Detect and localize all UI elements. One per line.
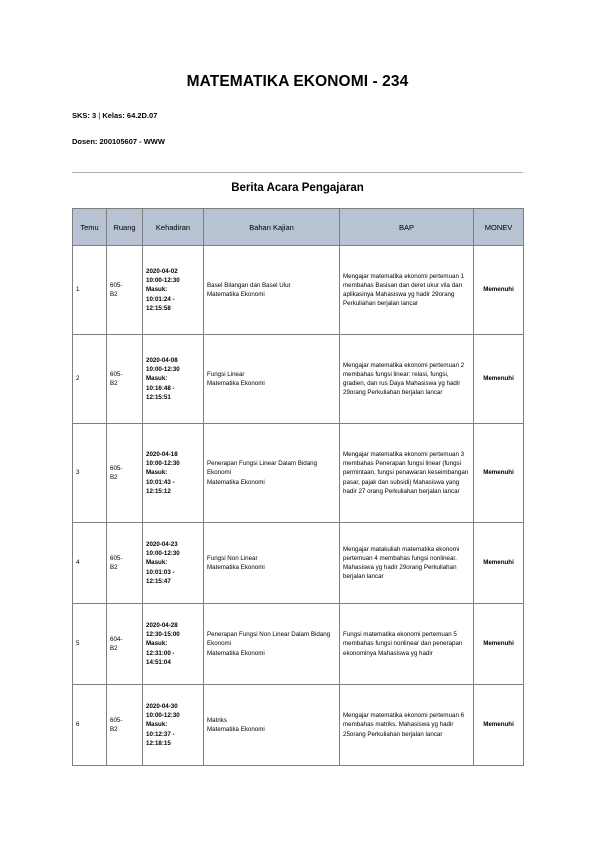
cell-ruang: 605- B2 bbox=[107, 523, 143, 604]
cell-bahan-kajian: Fungsi Linear Matematika Ekonomi bbox=[204, 335, 340, 424]
cell-kehadiran: 2020-04-02 10:00-12:30 Masuk: 10:01:24 - 12:15:58 bbox=[143, 246, 204, 335]
col-header-bahan-kajian: Bahan Kajian bbox=[204, 209, 340, 246]
cell-bap: Mengajar matematika ekonomi pertemuan 2 membahas fungsi linear: relasi, fungsi, gradien, dan rus Daya Mahasiswa yg hadir 29orang Perkuliahan berjalan lancar bbox=[340, 335, 474, 424]
cell-kehadiran: 2020-04-08 10:00-12:30 Masuk: 10:16:48 - 12:15:51 bbox=[143, 335, 204, 424]
cell-monev: Memenuhi bbox=[474, 246, 524, 335]
cell-bap: Mengajar matematika ekonomi pertemuan 1 membahas Basisan dan deret ukur vila dan aplikasinya Mahasiswa yg hadir 29orang Perkuliahan berjalan lancar bbox=[340, 246, 474, 335]
cell-bahan-kajian: Penerapan Fungsi Non Linear Dalam Bidang Ekonomi Matematika Ekonomi bbox=[204, 604, 340, 685]
table-header-row bbox=[73, 209, 524, 246]
cell-bap: Mengajar matakuliah matematika ekonomi pertemuan 4 membahas fungsi nonlinear. Mahasiswa yg hadir 29orang Perkuliahan berjalan lancar bbox=[340, 523, 474, 604]
cell-kehadiran: 2020-04-18 10:00-12:30 Masuk: 10:01:43 - 12:15:12 bbox=[143, 424, 204, 523]
cell-temu: 2 bbox=[73, 335, 107, 424]
cell-monev: Memenuhi bbox=[474, 604, 524, 685]
cell-bap: Mengajar matematika ekonomi pertemuan 3 membahas Penerapan fungsi linear (fungsi permintaan, fungsi penawaran keseimbangan pasar, pajak dan subsidi) Mahasiswa yang hadir 27 orang Perkuliahan berjalan lancar bbox=[340, 424, 474, 523]
col-header-monev: MONEV bbox=[474, 209, 524, 246]
cell-bap: Fungsi matematika ekonomi pertemuan 5 membahas fungsi nonlinear dan penerapan ekonominya Mahasiswa yg hadir bbox=[340, 604, 474, 685]
table-row bbox=[73, 523, 524, 604]
cell-monev: Memenuhi bbox=[474, 335, 524, 424]
cell-ruang: 605- B2 bbox=[107, 424, 143, 523]
bap-table bbox=[72, 208, 524, 766]
col-header-kehadiran: Kehadiran bbox=[143, 209, 204, 246]
course-meta bbox=[72, 111, 157, 120]
dosen-value: Dosen: 200105607 - WWW bbox=[72, 137, 165, 146]
table-row bbox=[73, 246, 524, 335]
cell-monev: Memenuhi bbox=[474, 523, 524, 604]
cell-kehadiran: 2020-04-28 12:30-15:00 Masuk: 12:31:00 - 14:51:04 bbox=[143, 604, 204, 685]
cell-kehadiran: 2020-04-23 10:00-12:30 Masuk: 10:01:03 - 12:15:47 bbox=[143, 523, 204, 604]
meta-separator: | bbox=[98, 111, 101, 120]
cell-temu: 3 bbox=[73, 424, 107, 523]
divider bbox=[72, 172, 523, 173]
cell-ruang: 605- B2 bbox=[107, 246, 143, 335]
cell-ruang: 605- B2 bbox=[107, 335, 143, 424]
course-title: MATEMATIKA EKONOMI - 234 bbox=[186, 73, 409, 90]
cell-monev: Memenuhi bbox=[474, 424, 524, 523]
cell-monev: Memenuhi bbox=[474, 685, 524, 766]
cell-bap: Mengajar matematika ekonomi pertemuan 6 membahas matriks. Mahasiswa yg hadir 25orang Perkuliahan berjalan lancar bbox=[340, 685, 474, 766]
col-header-ruang: Ruang bbox=[107, 209, 143, 246]
cell-bahan-kajian: Basel Bilangan dan Basel Ulur Matematika Ekonomi bbox=[204, 246, 340, 335]
table-row bbox=[73, 335, 524, 424]
cell-bahan-kajian: Penerapan Fungsi Linear Dalam Bidang Ekonomi Matematika Ekonomi bbox=[204, 424, 340, 523]
cell-temu: 1 bbox=[73, 246, 107, 335]
table-row bbox=[73, 424, 524, 523]
col-header-bap: BAP bbox=[340, 209, 474, 246]
cell-bahan-kajian: Matriks Matematika Ekonomi bbox=[204, 685, 340, 766]
sks-value: SKS: 3 bbox=[72, 111, 97, 120]
cell-temu: 4 bbox=[73, 523, 107, 604]
cell-bahan-kajian: Fungsi Non Linear Matematika Ekonomi bbox=[204, 523, 340, 604]
table-row bbox=[73, 685, 524, 766]
cell-kehadiran: 2020-04-30 10:00-12:30 Masuk: 10:12:37 - 12:18:15 bbox=[143, 685, 204, 766]
cell-ruang: 604- B2 bbox=[107, 604, 143, 685]
section-title: Berita Acara Pengajaran bbox=[231, 182, 364, 194]
cell-temu: 6 bbox=[73, 685, 107, 766]
kelas-value: Kelas: 64.2D.07 bbox=[102, 111, 158, 120]
col-header-temu: Temu bbox=[73, 209, 107, 246]
cell-ruang: 605- B2 bbox=[107, 685, 143, 766]
cell-temu: 5 bbox=[73, 604, 107, 685]
table-row bbox=[73, 604, 524, 685]
